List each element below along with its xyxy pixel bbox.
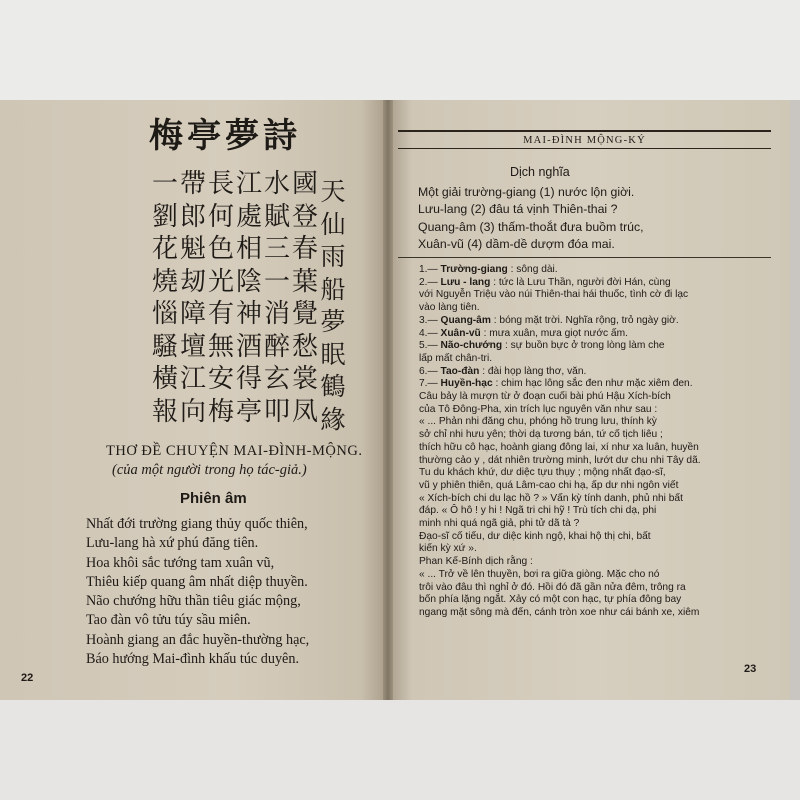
footnote-text: của Tô Đông-Pha, xin trích lục nguyên văn như sau : <box>419 403 658 415</box>
phien-am-heading: Phiên âm <box>180 490 247 507</box>
footnote-number: 2.— <box>419 276 438 288</box>
poem-line: Hoa khôi sắc tướng tam xuân vũ, <box>86 554 275 571</box>
han-character: 江 <box>235 169 262 199</box>
footnote-text: Đạo-sĩ cố tiếu, dư diệc kinh ngộ, khai hộ thị chi, bất <box>419 530 651 542</box>
translation-line: Lưu-lang (2) đâu tá vịnh Thiên-thai ? <box>418 202 618 217</box>
footnote-line <box>419 455 771 468</box>
page-number-left: 22 <box>21 672 34 684</box>
footnote-text: : đài họp làng thơ, văn. <box>479 365 587 377</box>
han-column <box>207 168 235 430</box>
footnote-text: : sông dài. <box>507 264 558 275</box>
han-character: 障 <box>179 299 206 329</box>
footnote-line <box>419 340 771 353</box>
han-character: 長 <box>207 169 234 199</box>
han-character: 叩 <box>263 396 290 427</box>
footnote-text: : mưa xuân, mưa giọt nước ấm. <box>480 327 628 339</box>
han-character: 陰 <box>235 266 262 297</box>
footnote-number: 7.— <box>419 378 438 390</box>
han-character: 夢 <box>320 307 346 336</box>
han-character: 國 <box>291 169 318 199</box>
footnote-term: Quang-âm <box>440 314 491 326</box>
footnote-text: thích hữu cô hạc, hoành giang đông lai, xí như xa luân, huyền <box>419 441 699 453</box>
han-character: 向 <box>179 396 206 427</box>
footnote-line <box>419 277 771 290</box>
translation-line: Quang-âm (3) thấm-thoắt đưa buồm trúc, <box>418 219 644 234</box>
han-column <box>319 168 347 434</box>
han-character: 醉 <box>263 331 290 362</box>
han-character: 一 <box>151 169 178 199</box>
han-poem <box>122 168 347 434</box>
footnote-line <box>419 302 771 315</box>
footnote-number: 4.— <box>419 327 438 339</box>
footnote-text: : bóng mặt trời. Nghĩa rộng, trỏ ngày giờ. <box>490 314 679 326</box>
footnote-text: thường cảo y , dát nhiên trường minh, lướt dư chu nhi Tây dã. <box>419 454 701 466</box>
footnote-text: với Nguyễn Triệu vào núi Thiên-thai hái thuốc, tình cờ đi lạc <box>419 289 689 301</box>
han-character: 梅 <box>207 396 234 427</box>
footnote-text: đáp. « Ô hô ! y hi ! Ngã tri chi hỹ ! Trù tích chi dạ, phi <box>419 505 657 517</box>
han-character: 刼 <box>179 266 206 297</box>
footnote-line <box>419 569 771 582</box>
han-character: 愁 <box>291 331 318 362</box>
footnote-line <box>419 264 771 277</box>
header-rule <box>398 130 771 132</box>
poem-line: Thiêu kiếp quang âm nhất diệp thuyền. <box>86 573 308 590</box>
han-character: 光 <box>207 266 234 297</box>
footnote-term: Huyền-hạc <box>440 378 493 390</box>
han-character: 水 <box>263 169 290 199</box>
dich-nghia-heading: Dịch nghĩa <box>510 165 570 179</box>
poem-line: Báo hướng Mai-đình khấu túc duyên. <box>86 651 299 668</box>
notes-separator <box>398 257 771 258</box>
footnote-line <box>419 607 771 620</box>
han-character: 無 <box>207 331 234 362</box>
han-character: 一 <box>263 266 290 297</box>
han-character: 燒 <box>151 266 178 297</box>
han-column <box>235 168 263 430</box>
han-character: 鶴 <box>320 372 346 401</box>
translation-lines <box>418 184 644 253</box>
footnote-line <box>419 416 771 429</box>
poem-lines <box>86 515 309 669</box>
han-column <box>179 168 207 430</box>
han-column <box>151 168 179 430</box>
footnote-number: 6.— <box>419 365 438 377</box>
han-character: 帶 <box>179 169 206 199</box>
footnote-text: vũ y phiên thiên, quá Lâm-cao chi hạ, ấp dư nhi ngôn viết <box>419 479 679 491</box>
footnote-text: : tức là Lưu Thần, người đời Hán, cùng <box>490 276 671 288</box>
footnote-line <box>419 404 771 417</box>
footnote-text: lấp mất chân-tri. <box>419 352 493 364</box>
book-spine <box>383 100 393 700</box>
footnote-text: vào làng tiên. <box>419 302 480 314</box>
han-character: 花 <box>151 234 178 264</box>
poem-line: Hoành giang an đắc huyền-thường hạc, <box>86 631 310 648</box>
han-character: 春 <box>291 234 318 264</box>
footnote-text: Tu du khách khứ, dư diệc tựu thụy ; mộng nhất đạo-sĩ, <box>419 467 666 479</box>
han-character: 處 <box>235 201 262 232</box>
poem-subtitle: (của một người trong họ tác-giả.) <box>112 462 307 478</box>
footnote-line <box>419 442 771 455</box>
han-column <box>263 168 291 430</box>
han-character: 何 <box>207 201 234 232</box>
poem-line: Nhất đới trường giang thủy quốc thiên, <box>86 516 308 532</box>
footnote-text: : chim hạc lông sắc đen như mặc xiêm đen. <box>492 378 693 390</box>
han-character: 安 <box>207 364 234 394</box>
page-number-right: 23 <box>744 663 757 675</box>
han-character: 神 <box>235 299 262 329</box>
footnote-line <box>419 353 771 366</box>
footnote-term: Tao-đàn <box>440 365 480 377</box>
footnote-term: Lưu - lang <box>440 276 491 288</box>
han-character: 有 <box>207 299 234 329</box>
han-character: 仙 <box>320 209 346 239</box>
footnote-term: Não-chướng <box>440 340 503 352</box>
footnote-number: 1.— <box>419 264 438 275</box>
footnote-number: 3.— <box>419 314 438 326</box>
footnote-line <box>419 493 771 506</box>
han-character: 江 <box>179 364 206 394</box>
han-character: 緣 <box>320 404 346 434</box>
footnote-line <box>419 378 771 391</box>
footnote-text: minh nhi quá ngã giả, phi tử dã tà ? <box>419 518 580 530</box>
han-character: 報 <box>151 396 178 427</box>
footnote-text: bốn phía lặng ngắt. Xảy có một con hạc, tự phía đông bay <box>419 594 682 606</box>
han-character: 雨 <box>320 242 346 271</box>
han-character: 葉 <box>291 266 318 297</box>
han-character: 相 <box>235 234 262 264</box>
han-character: 魁 <box>179 234 206 264</box>
han-character: 船 <box>320 274 346 304</box>
poem-line: Tao đàn vô tửu túy sầu miên. <box>86 612 251 629</box>
footnote-text: « ... Phản nhi đăng chu, phóng hồ trung lưu, thính kỳ <box>419 416 657 428</box>
han-character: 郎 <box>179 201 206 232</box>
han-character: 裳 <box>291 364 318 394</box>
han-character: 劉 <box>151 201 178 232</box>
footnote-line <box>419 531 771 544</box>
footnote-line <box>419 467 771 480</box>
han-character: 覺 <box>291 299 318 329</box>
footnote-line <box>419 582 771 595</box>
han-character: 騷 <box>151 331 178 362</box>
han-character: 壇 <box>179 331 206 362</box>
han-character: 賦 <box>263 201 290 232</box>
footnote-text: sở chỉ nhi hưu yên; thời dạ tương bán, tứ cố tịch liêu ; <box>419 429 663 441</box>
poem-line: Não chướng hữu thần tiêu giác mộng, <box>86 593 301 610</box>
han-character: 色 <box>207 234 234 264</box>
background-bottom <box>0 700 800 800</box>
footnote-text: kiến kỳ xứ ». <box>419 543 477 555</box>
footnote-text: « ... Trở về lên thuyền, bơi ra giữa giòng. Mặc cho nó <box>419 568 660 580</box>
footnote-text: trôi vào đâu thì nghỉ ở đó. Hồi đó đã gần nửa đêm, trông ra <box>419 581 686 593</box>
background-top <box>0 0 800 100</box>
han-character: 橫 <box>151 364 178 394</box>
han-character: 天 <box>320 177 346 206</box>
running-head: MAI-ĐÌNH MỘNG-KÝ <box>523 135 646 146</box>
footnote-line <box>419 289 771 302</box>
footnote-line <box>419 518 771 531</box>
footnote-term: Trường-giang <box>440 264 508 275</box>
footnote-text: Câu bảy là mượn từ ở đoạn cuối bài phú Hậu Xích-bích <box>419 391 671 403</box>
han-title: 梅亭夢詩 <box>149 116 301 156</box>
han-character: 凤 <box>291 396 318 427</box>
footnote-line <box>419 543 771 556</box>
han-column <box>291 168 319 430</box>
poem-line: Lưu-lang hà xứ phú đăng tiên. <box>86 535 259 552</box>
han-character: 惱 <box>151 299 178 329</box>
footnote-line <box>419 594 771 607</box>
han-character: 三 <box>263 234 290 264</box>
footnote-line <box>419 391 771 404</box>
footnote-line <box>419 328 771 341</box>
footnote-term: Xuân-vũ <box>440 327 481 339</box>
footnote-line <box>419 429 771 442</box>
footnote-number: 5.— <box>419 340 438 352</box>
footnotes <box>419 264 771 620</box>
page-edge <box>790 100 800 700</box>
han-character: 玄 <box>263 364 290 394</box>
footnote-line <box>419 366 771 379</box>
footnote-line <box>419 315 771 328</box>
translation-line: Xuân-vũ (4) dầm-dề dượm đóa mai. <box>418 236 615 251</box>
han-character: 酒 <box>235 331 262 362</box>
han-character: 登 <box>291 201 318 232</box>
han-character: 眠 <box>320 339 346 369</box>
footnote-text: : sự buồn bực ở trong lòng làm che <box>502 340 665 352</box>
han-character: 得 <box>235 364 262 394</box>
han-character: 消 <box>263 299 290 329</box>
poem-title: THƠ ĐỀ CHUYỆN MAI-ĐÌNH-MỘNG. <box>106 443 363 459</box>
footnote-line <box>419 480 771 493</box>
footnote-text: Phan Kế-Bính dịch rằng : <box>419 556 533 568</box>
han-character: 亭 <box>235 396 262 427</box>
footnote-line <box>419 505 771 518</box>
footnote-line <box>419 556 771 569</box>
header-rule <box>398 148 771 149</box>
footnote-text: « Xích-bích chi du lạc hồ ? » Vấn kỳ tính danh, phủ nhi bất <box>419 492 683 504</box>
footnote-text: ngang mặt sông mà đến, cánh tròn xoe như cái bánh xe, xiêm <box>419 606 700 618</box>
translation-line: Một giải trường-giang (1) nước lộn giời. <box>418 185 635 199</box>
